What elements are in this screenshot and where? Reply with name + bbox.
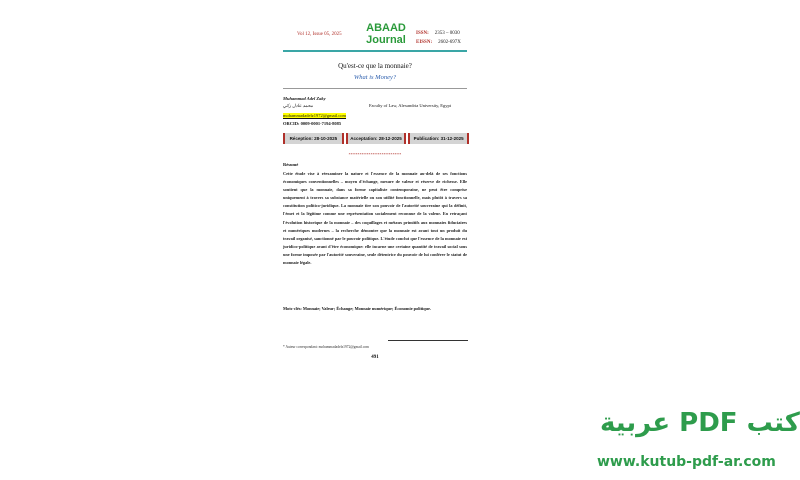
author-name-arabic: محمد عادل زكي <box>283 103 313 108</box>
title-divider <box>283 88 467 89</box>
publication-date: Publication: 31-12-2025 <box>408 133 469 144</box>
watermark-url: www.kutub-pdf-ar.com <box>597 454 776 470</box>
reception-date: Réception: 28-10-2025 <box>283 133 344 144</box>
footnote-divider <box>388 340 468 341</box>
dates-bar <box>283 133 469 144</box>
author-email-link[interactable]: mohammadadelz1972@gmail.com <box>283 113 347 118</box>
article-title-fr: Qu'est-ce que la monnaie? <box>338 62 412 70</box>
acceptation-date: Acceptation: 28-12-2025 <box>346 133 407 144</box>
author-name: Muhammad Adel Zaky <box>283 96 326 101</box>
eissn-label: EISSN: <box>416 40 433 45</box>
section-separator: ************************ <box>348 152 402 157</box>
journal-title: ABAAD Journal <box>366 22 406 46</box>
footnote: * Auteur correspondant: mohammadadelz1972@gmail.com <box>283 345 369 349</box>
issn-block <box>416 29 461 47</box>
watermark-title: كتب PDF عربية <box>600 408 800 438</box>
author-affiliation: Faculty of Law, Alexandria University, Egypt <box>369 103 452 108</box>
page-number: 491 <box>371 355 379 360</box>
issn-label: ISSN: <box>416 31 429 36</box>
author-orcid: ORCID: 0009-0001-7194-8085 <box>283 121 342 126</box>
header-divider <box>283 50 467 52</box>
keywords: Mots-clés: Monnaie; Valeur; Échange; Monnaie numérique; Économie politique. <box>283 306 431 311</box>
abstract-heading: Résumé <box>283 162 299 167</box>
journal-volume: Vol 12, Issue 05, 2025 <box>297 32 342 37</box>
issn-value: 2353 – 0030 <box>434 31 460 36</box>
eissn-value: 2602-697X <box>438 40 461 45</box>
abstract-text: Cette étude vise à réexaminer la nature et l'essence de la monnaie au-delà de ses fonctions économiques conventionnelles – moyen d'échange, mesure de valeur et réserve de richesse. Elle soutient que la monnaie, dans sa forme capitaliste contemporaine, ne peut être comprise uniquement à travers sa substance matérielle ou son utilité fonctionnelle, mais plutôt à travers sa constitution politico-juridique. La monnaie tire son pouvoir de l'autorité souveraine qui la définit, l'émet et la légitime comme une représentation socialement reconnue de la valeur. En retraçant l'évolution historique de la monnaie – des coquillages et métaux primitifs aux monnaies fiduciaires et numériques modernes – la recherche démontre que la monnaie est avant tout un produit du travail organisé, sanctionné par le pouvoir politique. L'étude conclut que l'essence de la monnaie est juridico-politique avant d'être économique: elle incarne une certaine quantité de travail social sous une forme imposée par l'autorité souveraine, seule détentrice du pouvoir de lui conférer le statut de monnaie légale. <box>283 171 467 266</box>
article-title-en: What is Money? <box>353 74 397 81</box>
